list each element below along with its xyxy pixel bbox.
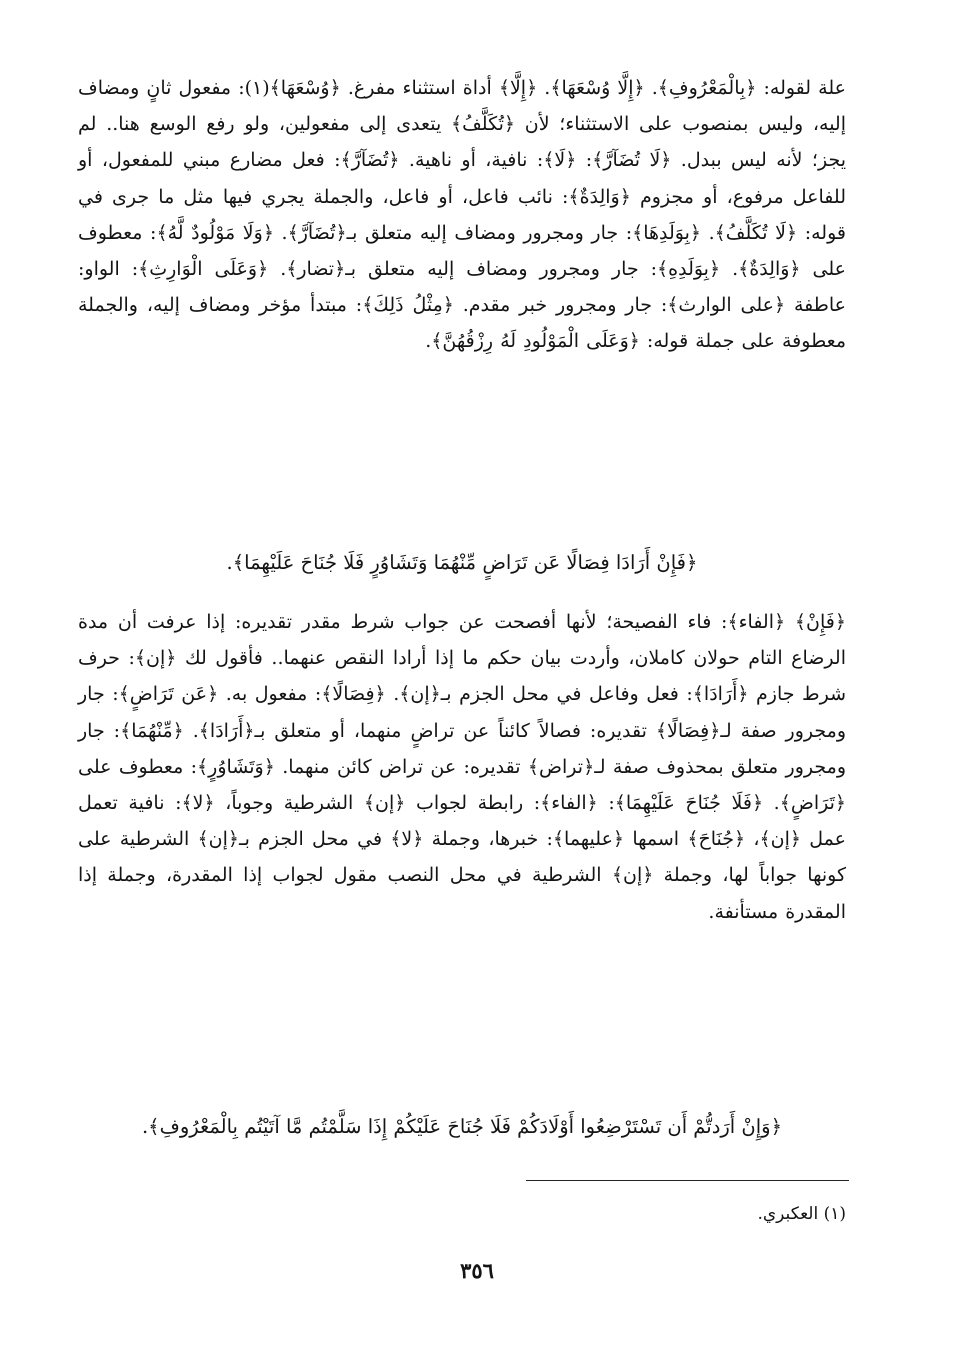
paragraph-1: علة لقوله: ﴿بِالْمَعْرُوفِ﴾. ﴿إِلَّا وُسْعَهَا﴾. ﴿إِلَّا﴾ أداة استثناء مفرغ. ﴿وُسْعَهَا﴾(١): مفعول ثانٍ ومضاف إليه، وليس بمنصوب على الاستثناء؛ لأن ﴿تُكَلَّفُ﴾ يتعدى إلى مفعولين، ولو رفع الوسع هنا.. لم يجز؛ لأنه ليس ببدل. ﴿لَا تُضَآرَّ﴾: ﴿لَا﴾: نافية، أو ناهية. ﴿تُضَآرَّ﴾: فعل مضارع مبني للمفعول، أو للفاعل مرفوع، أو مجزوم ﴿وَالِدَةٌ﴾: نائب فاعل، أو فاعل، والجملة يجري فيها مثل ما جرى في قوله: ﴿لَا تُكَلَّفُ﴾. ﴿بِوَلَدِهَا﴾: جار ومجرور ومضاف إليه متعلق بـ﴿تُضَآرَّ﴾. ﴿وَلَا مَوْلُودٌ لَّهُ﴾: معطوف على ﴿وَالِدَةٌ﴾. ﴿بِوَلَدِهِ﴾: جار ومجرور ومضاف إليه متعلق بـ﴿تضار﴾. ﴿وَعَلَى الْوَارِثِ﴾: الواو: عاطفة ﴿على الوارث﴾: جار ومجرور خبر مقدم. ﴿مِثْلُ ذَلِكَ﴾: مبتدأ مؤخر ومضاف إليه، والجملة معطوفة على جملة قوله: ﴿وَعَلَى الْمَوْلُودِ لَهُ رِزْقُهُنَّ﴾. — [78, 77, 846, 353]
paragraph-2: ﴿فَإِنْ﴾ ﴿الفاء﴾: فاء الفصيحة؛ لأنها أفصحت عن جواب شرط مقدر تقديره: إذا عرفت أن مدة الرضاع التام حولان كاملان، وأردت بيان حكم ما إذا أرادا النقص عنهما.. فأقول لك ﴿إن﴾: حرف شرط جازم ﴿أَرَادَا﴾: فعل وفاعل في محل الجزم بـ﴿إن﴾. ﴿فِصَالًا﴾: مفعول به. ﴿عَن تَرَاضٍ﴾: جار ومجرور صفة لـ﴿فِصَالًا﴾ تقديره: فصالاً كائناً عن تراضٍ منهما، أو متعلق بـ﴿أَرَادَا﴾. ﴿مِّنْهُمَا﴾: جار ومجرور متعلق بمحذوف صفة لـ﴿تراض﴾ تقديره: عن تراض كائن منهما. ﴿وَتَشَاوُرٍ﴾: معطوف على ﴿تَرَاضٍ﴾. ﴿فَلَا جُنَاحَ عَلَيْهِمَا﴾: ﴿الفاء﴾: رابطة لجواب ﴿إن﴾ الشرطية وجوباً، ﴿لا﴾: نافية تعمل عمل ﴿إن﴾، ﴿جُنَاحَ﴾ اسمها ﴿عليهما﴾: خبرها، وجملة ﴿لا﴾ في محل الجزم بـ﴿إن﴾ الشرطية على كونها جواباً لها، وجملة ﴿إن﴾ الشرطية في محل النصب مقول لجواب إذا المقدرة، وجملة إذا المقدرة مستأنفة. — [78, 611, 846, 923]
quran-verse-1: ﴿فَإِنْ أَرَادَا فِصَالًا عَن تَرَاضٍ مِّنْهُمَا وَتَشَاوُرٍ فَلَا جُنَاحَ عَلَيْهِمَا﴾. — [226, 551, 698, 574]
page-number: ٣٥٦ — [460, 1258, 494, 1283]
quran-verse-2: ﴿وَإِنْ أَرَدتُّمْ أَن تَسْتَرْضِعُوا أَوْلَادَكُمْ فَلَا جُنَاحَ عَلَيْكُمْ إِذَا سَلَّمْتُم مَّا آتَيْتُم بِالْمَعْرُوفِ﴾. — [141, 1115, 783, 1138]
footnote: (١) العكبري. — [757, 1204, 846, 1224]
footnote-divider — [526, 1180, 849, 1181]
